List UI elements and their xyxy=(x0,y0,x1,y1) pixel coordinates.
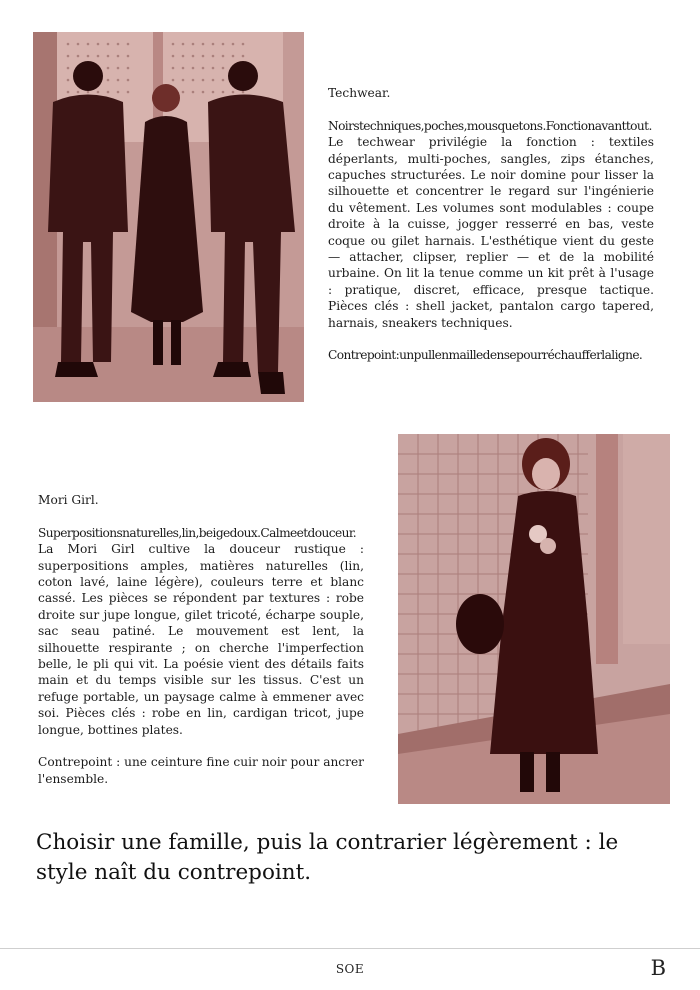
mori-photo xyxy=(398,434,670,804)
techwear-title: Techwear. xyxy=(328,86,391,100)
closing-headline: Choisir une famille, puis la contrarier légèrement : le style naît du contrepoint. xyxy=(36,830,619,885)
mori-body: La Mori Girl cultive la douceur rustique : superpositions amples, matières naturelles (lin, coton lavé, laine légère), couleurs terre et blanc cassé. Les pièces se répondent par textures : robe droite sur jupe longue, gilet tricoté, écharpe souple, sac seau patiné. Le mouvement est lent, la silhouette respirante ; on cherche l'imperfection belle, le pli qui vit. La poésie vient des détails faits main et du temps visible sur les tissus. C'est un refuge portable, un paysage calme à emmener avec soi. Pièces clés : robe en lin, cardigan tricot, jupe longue, bottines plates. xyxy=(38,542,364,737)
techwear-text xyxy=(328,85,654,364)
techwear-tagline: Noirstechniques,poches,mousquetons.Fonctionavanttout. xyxy=(328,118,652,133)
mori-tagline: Superpositionsnaturelles,lin,beigedoux.Calmeetdouceur. xyxy=(38,525,356,540)
footer-divider xyxy=(0,948,700,949)
techwear-body: Le techwear privilégie la fonction : textiles déperlants, multi-poches, sangles, zips étanches, capuches structurées. Le noir domine pour lisser la silhouette et concentrer le regard sur l'ingénierie du vêtement. Les volumes sont modulables : coupe droite à la cuisse, jogger resserré en bas, veste coque ou gilet harnais. L'esthétique vient du geste — attacher, clipser, replier — et de la mobilité urbaine. On lit la tenue comme un kit prêt à l'usage : pratique, discret, efficace, presque tactique. Pièces clés : shell jacket, pantalon cargo tapered, harnais, sneakers techniques. xyxy=(328,135,654,330)
footer-label: SOE xyxy=(335,962,365,976)
page-mark: B xyxy=(650,956,666,980)
techwear-counterpoint: Contrepoint:unpullenmailledensepourréchaufferlaligne. xyxy=(328,348,643,363)
mori-text xyxy=(38,492,364,787)
mori-counterpoint: Contrepoint : une ceinture fine cuir noir pour ancrer l'ensemble. xyxy=(38,755,364,786)
mori-title: Mori Girl. xyxy=(38,493,99,507)
techwear-photo xyxy=(33,32,304,402)
